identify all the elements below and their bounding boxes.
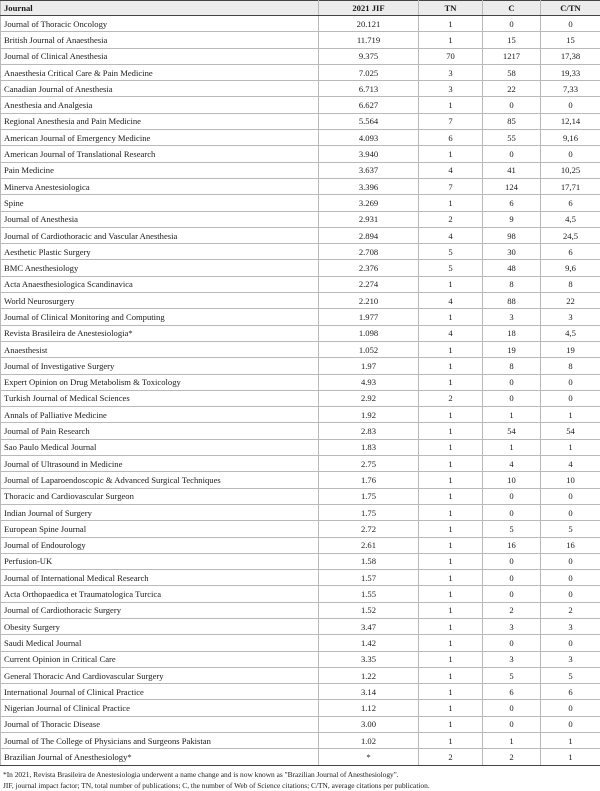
jif-cell: 2.72 <box>319 521 419 537</box>
tn-cell: 4 <box>419 293 483 309</box>
table-row <box>1 146 600 162</box>
tn-cell: 1 <box>419 586 483 602</box>
ctn-cell: 0 <box>541 390 600 406</box>
ctn-cell: 1 <box>541 749 600 765</box>
table-row <box>1 700 600 716</box>
ctn-cell: 17,71 <box>541 178 600 194</box>
journal-name-cell: Journal of The College of Physicians and Surgeons Pakistan <box>1 733 319 749</box>
jif-cell: 2.61 <box>319 537 419 553</box>
c-cell: 0 <box>483 716 541 732</box>
jif-cell: 6.627 <box>319 97 419 113</box>
journal-name-cell: Acta Anaesthesiologica Scandinavica <box>1 276 319 292</box>
jif-cell: 1.977 <box>319 309 419 325</box>
jif-cell: 1.58 <box>319 553 419 569</box>
c-cell: 15 <box>483 32 541 48</box>
table-row <box>1 651 600 667</box>
journal-name-cell: European Spine Journal <box>1 521 319 537</box>
journal-name-cell: Journal of Cardiothoracic Surgery <box>1 602 319 618</box>
c-cell: 0 <box>483 635 541 651</box>
journal-name-cell: Revista Brasileira de Anestesiologia* <box>1 325 319 341</box>
table-row <box>1 358 600 374</box>
tn-cell: 1 <box>419 341 483 357</box>
ctn-cell: 15 <box>541 32 600 48</box>
tn-cell: 1 <box>419 553 483 569</box>
journal-name-cell: Journal of International Medical Research <box>1 570 319 586</box>
header-ctn: C/TN <box>541 1 600 16</box>
table-row <box>1 309 600 325</box>
jif-cell: 9.375 <box>319 48 419 64</box>
c-cell: 0 <box>483 16 541 32</box>
table-row <box>1 16 600 32</box>
header-c: C <box>483 1 541 16</box>
ctn-cell: 0 <box>541 488 600 504</box>
ctn-cell: 19 <box>541 341 600 357</box>
header-row <box>1 1 600 16</box>
tn-cell: 1 <box>419 521 483 537</box>
c-cell: 1 <box>483 407 541 423</box>
tn-cell: 2 <box>419 211 483 227</box>
c-cell: 0 <box>483 553 541 569</box>
c-cell: 18 <box>483 325 541 341</box>
tn-cell: 1 <box>419 195 483 211</box>
table-row <box>1 390 600 406</box>
journal-name-cell: Acta Orthopaedica et Traumatologica Turcica <box>1 586 319 602</box>
jif-cell: 1.55 <box>319 586 419 602</box>
jif-cell: 1.02 <box>319 733 419 749</box>
jif-cell: 1.97 <box>319 358 419 374</box>
jif-cell: 1.22 <box>319 667 419 683</box>
jif-cell: 1.83 <box>319 439 419 455</box>
c-cell: 8 <box>483 276 541 292</box>
table-row <box>1 276 600 292</box>
journal-name-cell: Journal of Clinical Anesthesia <box>1 48 319 64</box>
journal-name-cell: Anesthesia and Analgesia <box>1 97 319 113</box>
ctn-cell: 3 <box>541 618 600 634</box>
ctn-cell: 2 <box>541 602 600 618</box>
table-row <box>1 456 600 472</box>
table-row <box>1 325 600 341</box>
jif-cell: 1.57 <box>319 570 419 586</box>
tn-cell: 1 <box>419 276 483 292</box>
table-row <box>1 81 600 97</box>
c-cell: 0 <box>483 374 541 390</box>
tn-cell: 1 <box>419 97 483 113</box>
journal-name-cell: General Thoracic And Cardiovascular Surgery <box>1 667 319 683</box>
journal-name-cell: Journal of Clinical Monitoring and Computing <box>1 309 319 325</box>
tn-cell: 1 <box>419 358 483 374</box>
tn-cell: 1 <box>419 537 483 553</box>
jif-cell: 1.098 <box>319 325 419 341</box>
journal-name-cell: Pain Medicine <box>1 162 319 178</box>
ctn-cell: 4 <box>541 456 600 472</box>
table-row <box>1 635 600 651</box>
journal-name-cell: Current Opinion in Critical Care <box>1 651 319 667</box>
c-cell: 16 <box>483 537 541 553</box>
table-row <box>1 472 600 488</box>
tn-cell: 1 <box>419 32 483 48</box>
c-cell: 4 <box>483 456 541 472</box>
journal-name-cell: Brazilian Journal of Anesthesiology* <box>1 749 319 765</box>
journal-name-cell: Journal of Thoracic Oncology <box>1 16 319 32</box>
jif-cell: 20.121 <box>319 16 419 32</box>
c-cell: 8 <box>483 358 541 374</box>
table-row <box>1 293 600 309</box>
tn-cell: 1 <box>419 439 483 455</box>
ctn-cell: 12,14 <box>541 113 600 129</box>
ctn-cell: 1 <box>541 733 600 749</box>
table-row <box>1 602 600 618</box>
header-jif: 2021 JIF <box>319 1 419 16</box>
journal-name-cell: Thoracic and Cardiovascular Surgeon <box>1 488 319 504</box>
tn-cell: 5 <box>419 260 483 276</box>
jif-cell: 6.713 <box>319 81 419 97</box>
tn-cell: 1 <box>419 716 483 732</box>
journal-name-cell: Obesity Surgery <box>1 618 319 634</box>
jif-cell: * <box>319 749 419 765</box>
jif-cell: 7.025 <box>319 64 419 80</box>
table-row <box>1 32 600 48</box>
c-cell: 10 <box>483 472 541 488</box>
jif-cell: 2.931 <box>319 211 419 227</box>
c-cell: 0 <box>483 488 541 504</box>
ctn-cell: 4,5 <box>541 211 600 227</box>
jif-cell: 2.894 <box>319 227 419 243</box>
table-row <box>1 423 600 439</box>
c-cell: 30 <box>483 244 541 260</box>
tn-cell: 4 <box>419 325 483 341</box>
c-cell: 6 <box>483 195 541 211</box>
ctn-cell: 54 <box>541 423 600 439</box>
table-row <box>1 586 600 602</box>
ctn-cell: 0 <box>541 635 600 651</box>
table-row <box>1 570 600 586</box>
jif-cell: 3.47 <box>319 618 419 634</box>
tn-cell: 1 <box>419 488 483 504</box>
ctn-cell: 8 <box>541 276 600 292</box>
header-journal: Journal <box>1 1 319 16</box>
c-cell: 0 <box>483 570 541 586</box>
journal-name-cell: Journal of Cardiothoracic and Vascular Anesthesia <box>1 227 319 243</box>
c-cell: 5 <box>483 521 541 537</box>
jif-cell: 1.52 <box>319 602 419 618</box>
table-row <box>1 684 600 700</box>
table-row <box>1 407 600 423</box>
ctn-cell: 0 <box>541 553 600 569</box>
c-cell: 0 <box>483 586 541 602</box>
c-cell: 1 <box>483 733 541 749</box>
tn-cell: 7 <box>419 178 483 194</box>
jif-cell: 1.76 <box>319 472 419 488</box>
table-row <box>1 341 600 357</box>
tn-cell: 1 <box>419 309 483 325</box>
jif-cell: 4.93 <box>319 374 419 390</box>
c-cell: 6 <box>483 684 541 700</box>
ctn-cell: 9,16 <box>541 130 600 146</box>
c-cell: 22 <box>483 81 541 97</box>
tn-cell: 2 <box>419 749 483 765</box>
jif-cell: 1.75 <box>319 488 419 504</box>
ctn-cell: 4,5 <box>541 325 600 341</box>
journal-name-cell: British Journal of Anaesthesia <box>1 32 319 48</box>
jif-cell: 1.92 <box>319 407 419 423</box>
jif-cell: 3.637 <box>319 162 419 178</box>
journal-name-cell: Journal of Thoracic Disease <box>1 716 319 732</box>
ctn-cell: 16 <box>541 537 600 553</box>
tn-cell: 1 <box>419 651 483 667</box>
journal-name-cell: Journal of Anesthesia <box>1 211 319 227</box>
c-cell: 124 <box>483 178 541 194</box>
jif-cell: 2.274 <box>319 276 419 292</box>
ctn-cell: 0 <box>541 716 600 732</box>
c-cell: 58 <box>483 64 541 80</box>
tn-cell: 4 <box>419 162 483 178</box>
journal-name-cell: Indian Journal of Surgery <box>1 504 319 520</box>
c-cell: 0 <box>483 146 541 162</box>
tn-cell: 1 <box>419 16 483 32</box>
jif-cell: 2.708 <box>319 244 419 260</box>
jif-cell: 3.396 <box>319 178 419 194</box>
table-footnotes <box>0 766 600 791</box>
c-cell: 3 <box>483 651 541 667</box>
table-row <box>1 733 600 749</box>
journal-name-cell: Minerva Anestesiologica <box>1 178 319 194</box>
tn-cell: 1 <box>419 146 483 162</box>
journal-name-cell: World Neurosurgery <box>1 293 319 309</box>
c-cell: 0 <box>483 390 541 406</box>
ctn-cell: 0 <box>541 504 600 520</box>
table-row <box>1 504 600 520</box>
tn-cell: 2 <box>419 390 483 406</box>
journal-name-cell: Annals of Palliative Medicine <box>1 407 319 423</box>
ctn-cell: 0 <box>541 586 600 602</box>
jif-cell: 5.564 <box>319 113 419 129</box>
table-row <box>1 488 600 504</box>
table-row <box>1 716 600 732</box>
c-cell: 3 <box>483 309 541 325</box>
ctn-cell: 1 <box>541 439 600 455</box>
tn-cell: 1 <box>419 456 483 472</box>
tn-cell: 1 <box>419 423 483 439</box>
table-row <box>1 130 600 146</box>
table-body <box>1 16 600 766</box>
c-cell: 54 <box>483 423 541 439</box>
table-row <box>1 97 600 113</box>
journal-name-cell: Canadian Journal of Anesthesia <box>1 81 319 97</box>
tn-cell: 7 <box>419 113 483 129</box>
tn-cell: 1 <box>419 667 483 683</box>
jif-cell: 3.940 <box>319 146 419 162</box>
ctn-cell: 1 <box>541 407 600 423</box>
ctn-cell: 6 <box>541 684 600 700</box>
tn-cell: 1 <box>419 472 483 488</box>
ctn-cell: 6 <box>541 244 600 260</box>
footnote-abbreviations: JIF, journal impact factor; TN, total number of publications; C, the number of Web of Science citations; C/TN, average citations per publication. <box>3 780 597 791</box>
tn-cell: 1 <box>419 602 483 618</box>
tn-cell: 1 <box>419 684 483 700</box>
journal-name-cell: Aesthetic Plastic Surgery <box>1 244 319 260</box>
journal-name-cell: Saudi Medical Journal <box>1 635 319 651</box>
journal-name-cell: Journal of Investigative Surgery <box>1 358 319 374</box>
table-row <box>1 162 600 178</box>
table-row <box>1 244 600 260</box>
tn-cell: 4 <box>419 227 483 243</box>
journal-name-cell: Nigerian Journal of Clinical Practice <box>1 700 319 716</box>
tn-cell: 3 <box>419 64 483 80</box>
table-row <box>1 537 600 553</box>
table-row <box>1 667 600 683</box>
table-row <box>1 195 600 211</box>
ctn-cell: 8 <box>541 358 600 374</box>
table-row <box>1 749 600 765</box>
ctn-cell: 0 <box>541 16 600 32</box>
jif-cell: 2.75 <box>319 456 419 472</box>
c-cell: 1217 <box>483 48 541 64</box>
journal-name-cell: Journal of Pain Research <box>1 423 319 439</box>
ctn-cell: 7,33 <box>541 81 600 97</box>
tn-cell: 6 <box>419 130 483 146</box>
journal-name-cell: Regional Anesthesia and Pain Medicine <box>1 113 319 129</box>
tn-cell: 3 <box>419 81 483 97</box>
jif-cell: 1.42 <box>319 635 419 651</box>
journal-name-cell: Turkish Journal of Medical Sciences <box>1 390 319 406</box>
journal-name-cell: Journal of Laparoendoscopic & Advanced Surgical Techniques <box>1 472 319 488</box>
ctn-cell: 0 <box>541 146 600 162</box>
c-cell: 5 <box>483 667 541 683</box>
c-cell: 85 <box>483 113 541 129</box>
c-cell: 55 <box>483 130 541 146</box>
journal-name-cell: Journal of Endourology <box>1 537 319 553</box>
c-cell: 0 <box>483 504 541 520</box>
journal-name-cell: Spine <box>1 195 319 211</box>
ctn-cell: 10,25 <box>541 162 600 178</box>
jif-cell: 3.269 <box>319 195 419 211</box>
ctn-cell: 6 <box>541 195 600 211</box>
footnote-name-change: *In 2021, Revista Brasileira de Anestesiologia underwent a name change and is now known as "Brazilian Journal of Anesthesiology". <box>3 769 597 780</box>
journal-name-cell: Sao Paulo Medical Journal <box>1 439 319 455</box>
jif-cell: 2.83 <box>319 423 419 439</box>
ctn-cell: 17,38 <box>541 48 600 64</box>
jif-cell: 2.210 <box>319 293 419 309</box>
c-cell: 0 <box>483 700 541 716</box>
jif-cell: 3.00 <box>319 716 419 732</box>
ctn-cell: 0 <box>541 97 600 113</box>
c-cell: 19 <box>483 341 541 357</box>
table-row <box>1 178 600 194</box>
c-cell: 98 <box>483 227 541 243</box>
tn-cell: 70 <box>419 48 483 64</box>
jif-cell: 11.719 <box>319 32 419 48</box>
journal-name-cell: American Journal of Emergency Medicine <box>1 130 319 146</box>
table-row <box>1 113 600 129</box>
table-row <box>1 553 600 569</box>
ctn-cell: 22 <box>541 293 600 309</box>
jif-cell: 4.093 <box>319 130 419 146</box>
tn-cell: 1 <box>419 374 483 390</box>
jif-cell: 2.92 <box>319 390 419 406</box>
c-cell: 3 <box>483 618 541 634</box>
header-tn: TN <box>419 1 483 16</box>
table-row <box>1 374 600 390</box>
c-cell: 2 <box>483 602 541 618</box>
journal-name-cell: Perfusion-UK <box>1 553 319 569</box>
c-cell: 0 <box>483 97 541 113</box>
c-cell: 48 <box>483 260 541 276</box>
table-row <box>1 227 600 243</box>
journal-name-cell: International Journal of Clinical Practice <box>1 684 319 700</box>
jif-cell: 2.376 <box>319 260 419 276</box>
c-cell: 9 <box>483 211 541 227</box>
journal-name-cell: Expert Opinion on Drug Metabolism & Toxicology <box>1 374 319 390</box>
table-row <box>1 64 600 80</box>
ctn-cell: 0 <box>541 570 600 586</box>
tn-cell: 1 <box>419 407 483 423</box>
tn-cell: 1 <box>419 570 483 586</box>
ctn-cell: 5 <box>541 521 600 537</box>
jif-cell: 1.052 <box>319 341 419 357</box>
journal-name-cell: Anaesthesist <box>1 341 319 357</box>
journal-name-cell: BMC Anesthesiology <box>1 260 319 276</box>
tn-cell: 1 <box>419 618 483 634</box>
journal-name-cell: American Journal of Translational Research <box>1 146 319 162</box>
tn-cell: 1 <box>419 504 483 520</box>
tn-cell: 1 <box>419 733 483 749</box>
table-header <box>1 1 600 16</box>
ctn-cell: 5 <box>541 667 600 683</box>
jif-cell: 3.14 <box>319 684 419 700</box>
ctn-cell: 3 <box>541 309 600 325</box>
table-row <box>1 211 600 227</box>
table-row <box>1 521 600 537</box>
table-row <box>1 618 600 634</box>
ctn-cell: 3 <box>541 651 600 667</box>
journal-name-cell: Anaesthesia Critical Care & Pain Medicine <box>1 64 319 80</box>
tn-cell: 5 <box>419 244 483 260</box>
ctn-cell: 24,5 <box>541 227 600 243</box>
table-row <box>1 260 600 276</box>
table-row <box>1 439 600 455</box>
table-row <box>1 48 600 64</box>
ctn-cell: 10 <box>541 472 600 488</box>
ctn-cell: 19,33 <box>541 64 600 80</box>
journal-name-cell: Journal of Ultrasound in Medicine <box>1 456 319 472</box>
tn-cell: 1 <box>419 700 483 716</box>
ctn-cell: 0 <box>541 700 600 716</box>
ctn-cell: 9,6 <box>541 260 600 276</box>
jif-cell: 3.35 <box>319 651 419 667</box>
jif-cell: 1.12 <box>319 700 419 716</box>
tn-cell: 1 <box>419 635 483 651</box>
jif-cell: 1.75 <box>319 504 419 520</box>
ctn-cell: 0 <box>541 374 600 390</box>
c-cell: 88 <box>483 293 541 309</box>
c-cell: 2 <box>483 749 541 765</box>
c-cell: 1 <box>483 439 541 455</box>
c-cell: 41 <box>483 162 541 178</box>
